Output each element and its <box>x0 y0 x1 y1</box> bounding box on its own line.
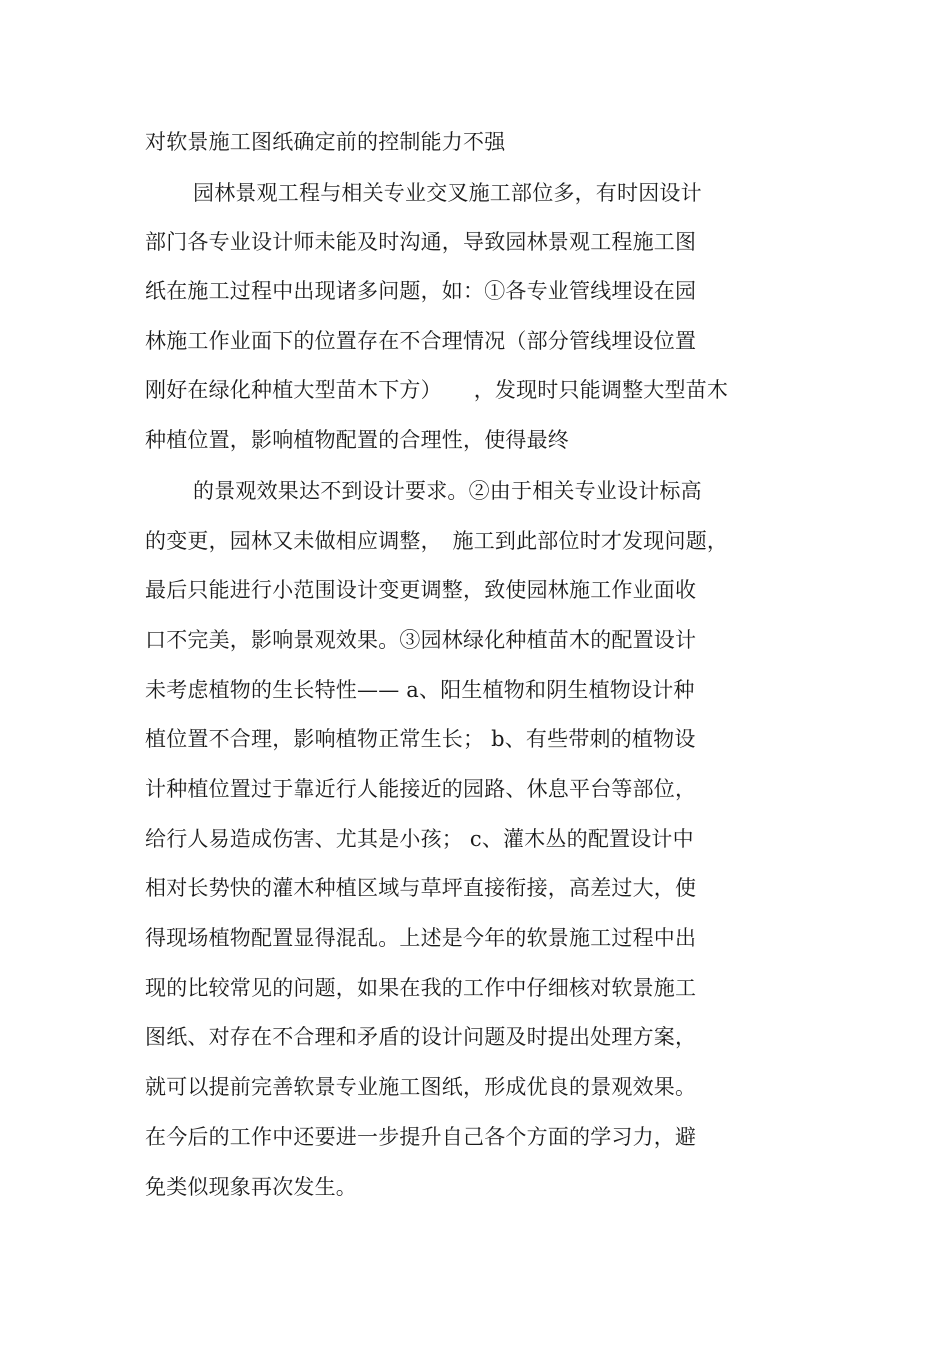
paragraph-line: 图纸、对存在不合理和矛盾的设计问题及时提出处理方案， <box>145 1025 697 1049</box>
heading-line: 对软景施工图纸确定前的控制能力不强 <box>145 130 506 154</box>
paragraph-line: 免类似现象再次发生。 <box>145 1175 357 1199</box>
paragraph-line: 纸在施工过程中出现诸多问题，如：①各专业管线埋设在园 <box>145 279 697 303</box>
paragraph-line: 种植位置，影响植物配置的合理性，使得最终 <box>145 428 569 452</box>
paragraph-line: 植位置不合理，影响植物正常生长； b、有些带刺的植物设 <box>145 727 696 751</box>
paragraph-line: 现的比较常见的问题，如果在我的工作中仔细核对软景施工 <box>145 976 697 1000</box>
paragraph-line: 未考虑植物的生长特性—— a、阳生植物和阴生植物设计种 <box>145 678 695 702</box>
paragraph-line: 刚好在绿化种植大型苗木下方） ，发现时只能调整大型苗木 <box>145 378 729 402</box>
paragraph-line: 相对长势快的灌木种植区域与草坪直接衔接，高差过大，使 <box>145 876 697 900</box>
paragraph-line: 园林景观工程与相关专业交叉施工部位多，有时因设计 <box>193 181 702 205</box>
paragraph-line: 在今后的工作中还要进一步提升自己各个方面的学习力，避 <box>145 1125 697 1149</box>
paragraph-line: 林施工作业面下的位置存在不合理情况（部分管线埋设位置 <box>145 329 697 353</box>
paragraph-line: 计种植位置过于靠近行人能接近的园路、休息平台等部位， <box>145 777 697 801</box>
paragraph-line: 就可以提前完善软景专业施工图纸，形成优良的景观效果。 <box>145 1075 697 1099</box>
paragraph-line: 的景观效果达不到设计要求。②由于相关专业设计标高 <box>193 479 702 503</box>
paragraph-line: 的变更，园林又未做相应调整， 施工到此部位时才发现问题， <box>145 529 729 553</box>
paragraph-line: 口不完美，影响景观效果。③园林绿化种植苗木的配置设计 <box>145 628 697 652</box>
paragraph-line: 部门各专业设计师未能及时沟通，导致园林景观工程施工图 <box>145 230 697 254</box>
paragraph-line: 得现场植物配置显得混乱。上述是今年的软景施工过程中出 <box>145 926 697 950</box>
paragraph-line: 给行人易造成伤害、尤其是小孩； c、灌木丛的配置设计中 <box>145 827 694 851</box>
paragraph-line: 最后只能进行小范围设计变更调整，致使园林施工作业面收 <box>145 578 697 602</box>
